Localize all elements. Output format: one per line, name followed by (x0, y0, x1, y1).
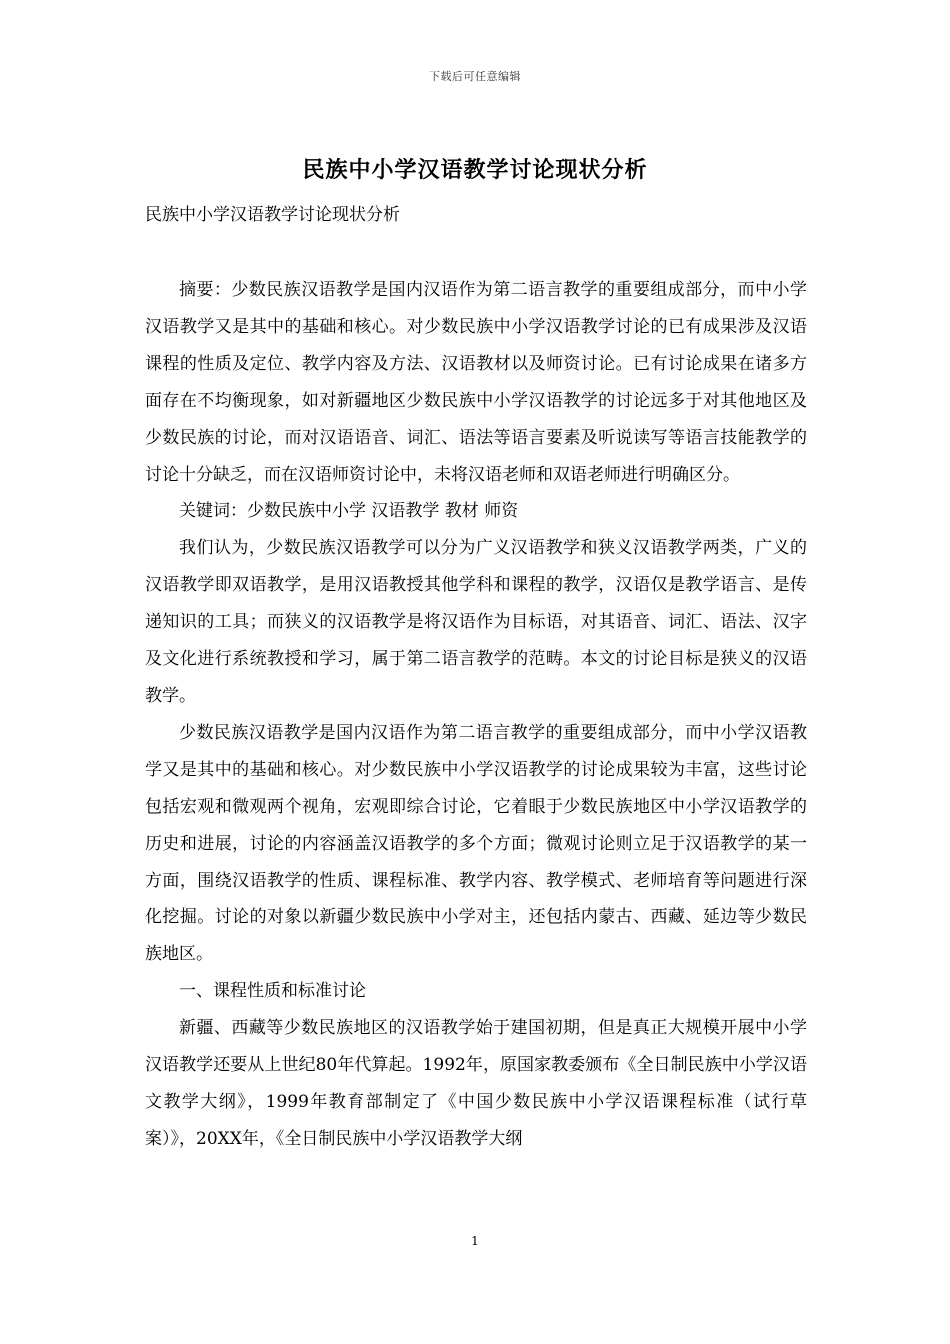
document-title: 民族中小学汉语教学讨论现状分析 (302, 157, 648, 183)
document-subtitle: 民族中小学汉语教学讨论现状分析 (145, 205, 400, 225)
page-number: 1 (471, 1234, 479, 1248)
body-paragraph: 少数民族汉语教学是国内汉语作为第二语言教学的重要组成部分，而中小学汉语教学又是其中的基础和核心。对少数民族中小学汉语教学的讨论成果较为丰富，这些讨论包括宏观和微观两个视角，宏观即综合讨论，它着眼于少数民族地区中小学汉语教学的历史和进展，讨论的内容涵盖汉语教学的多个方面；微观讨论则立足于汉语教学的某一方面，围绕汉语教学的性质、课程标准、教学内容、教学模式、老师培育等问题进行深化挖掘。讨论的对象以新疆少数民族中小学对主，还包括内蒙古、西藏、延边等少数民族地区。 (145, 722, 807, 965)
page-header-note: 下载后可任意编辑 (429, 70, 521, 83)
abstract-paragraph: 摘要：少数民族汉语教学是国内汉语作为第二语言教学的重要组成部分，而中小学汉语教学又是其中的基础和核心。对少数民族中小学汉语教学讨论的已有成果涉及汉语课程的性质及定位、教学内容及方法、汉语教材以及师资讨论。已有讨论成果在诸多方面存在不均衡现象，如对新疆地区少数民族中小学汉语教学的讨论远多于对其他地区及少数民族的讨论，而对汉语语音、词汇、语法等语言要素及听说读写等语言技能教学的讨论十分缺乏，而在汉语师资讨论中，未将汉语老师和双语老师进行明确区分。 (145, 280, 807, 485)
body-paragraph: 新疆、西藏等少数民族地区的汉语教学始于建国初期，但是真正大规模开展中小学汉语教学还要从上世纪80年代算起。1992年，原国家教委颁布《全日制民族中小学汉语文教学大纲》，1999年教育部制定了《中国少数民族中小学汉语课程标准（试行草案）》，20XX年，《全日制民族中小学汉语教学大纲 (145, 1018, 807, 1149)
body-paragraph: 我们认为，少数民族汉语教学可以分为广义汉语教学和狭义汉语教学两类，广义的汉语教学即双语教学，是用汉语教授其他学科和课程的教学，汉语仅是教学语言、是传递知识的工具；而狭义的汉语教学是将汉语作为目标语，对其语音、词汇、语法、汉字及文化进行系统教授和学习，属于第二语言教学的范畴。本文的讨论目标是狭义的汉语教学。 (145, 538, 807, 706)
section-heading: 一、课程性质和标准讨论 (179, 981, 366, 1002)
keywords-paragraph: 关键词：少数民族中小学 汉语教学 教材 师资 (179, 501, 519, 522)
document-body (145, 272, 807, 1158)
